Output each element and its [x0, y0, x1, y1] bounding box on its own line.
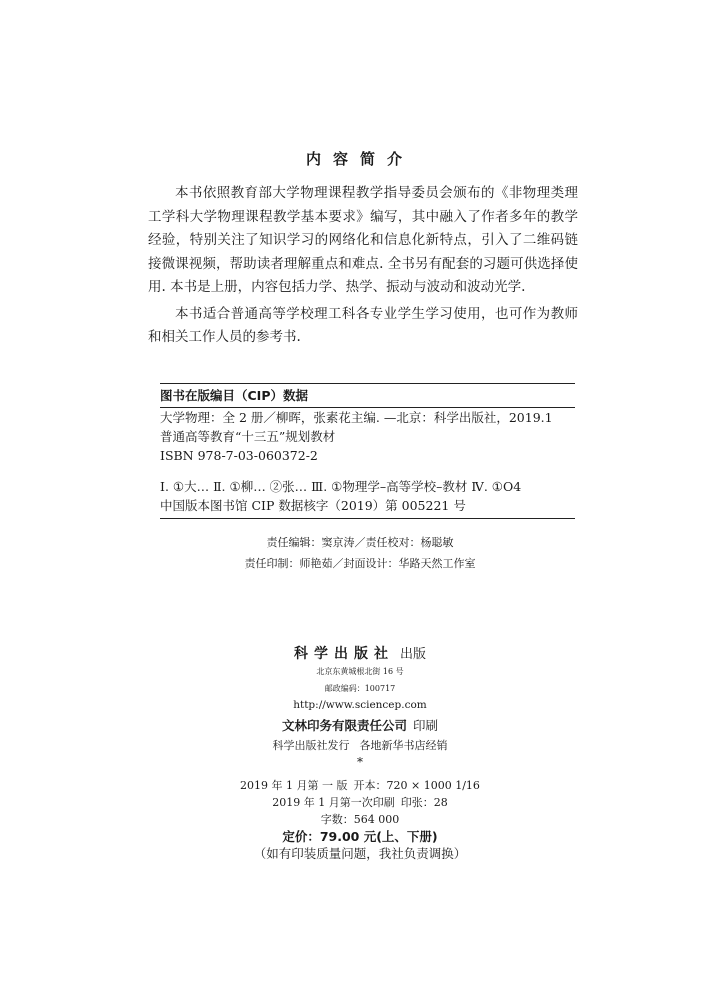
publisher-address: 北京东黄城根北街 16 号: [316, 667, 404, 676]
credits-row-2: 责任印制：师艳茹／封面设计：华路天然工作室: [244, 557, 476, 570]
edition-row: [0, 777, 720, 794]
cip-gap: [160, 465, 575, 477]
distribution-row: [0, 737, 720, 754]
retailer: 各地新华书店经销: [359, 739, 448, 752]
cip-heading: 图书在版编目（CIP）数据: [160, 388, 308, 403]
separator-star: *: [357, 755, 363, 769]
printing-info: 2019 年 1 月第一次印刷: [272, 796, 395, 809]
imprint-block: [0, 644, 720, 862]
cip-line-cip-number: 中国版本图书馆 CIP 数据核字（2019）第 005221 号: [160, 498, 466, 513]
distributor: 科学出版社发行: [272, 739, 350, 752]
credit-editor: 责任编辑：窦京涛: [266, 536, 355, 549]
cip-line-series: 普通高等教育“十三五”规划教材: [160, 429, 336, 444]
cip-line-title: 大学物理：全 2 册／柳晖，张素花主编. —北京：科学出版社，2019.1: [160, 410, 553, 425]
printer-row: [0, 714, 720, 737]
cip-block: [160, 383, 575, 519]
credits-block: [0, 532, 720, 574]
printer-suffix: 印刷: [413, 718, 439, 733]
cip-line-isbn: ISBN 978-7-03-060372-2: [160, 448, 318, 463]
edition: 2019 年 1 月第 一 版: [240, 779, 348, 792]
publisher-name: 科学出版社: [293, 646, 394, 662]
cip-line-classification: Ⅰ. ①大… Ⅱ. ①柳… ②张… Ⅲ. ①物理学–高等学校–教材 Ⅳ. ①O4: [160, 479, 522, 494]
printer-name: 文林印务有限责任公司: [281, 718, 407, 733]
credit-printing: 责任印制：师艳茹: [244, 557, 333, 570]
publisher-postcode: 邮政编码：100717: [324, 684, 396, 693]
price: 定价：79.00 元(上、下册): [282, 829, 438, 844]
intro-paragraph-1: 本书依照教育部大学物理课程教学指导委员会颁布的《非物理类理工学科大学物理课程教学基本要求》编写，其中融入了作者多年的教学经验，特别关注了知识学习的网络化和信息化新特点，引入了二维码链接微课视频，帮助读者理解重点和难点. 全书另有配套的习题可供选择使用. 本书是上册，内容包括力学、热学、振动与波动和波动光学.: [148, 185, 578, 295]
publisher-suffix: 出版: [399, 647, 426, 662]
credits-row-1: 责任编辑：窦京涛／责任校对：杨聪敏: [266, 536, 454, 549]
sheets: 印张：28: [400, 796, 448, 809]
intro-block: [148, 182, 578, 353]
credit-cover-design: 封面设计：华路天然工作室: [343, 557, 476, 570]
printing-row: [0, 794, 720, 811]
publisher-row: [0, 644, 720, 663]
quality-notice: （如有印装质量问题，我社负责调换）: [253, 846, 467, 861]
cip-bottom-rule: [160, 518, 575, 519]
publisher-url: http://www.sciencep.com: [293, 699, 427, 711]
credit-proofreader: 责任校对：杨聪敏: [365, 536, 454, 549]
word-count: 字数：564 000: [320, 813, 400, 826]
intro-paragraph-2: 本书适合普通高等学校理工科各专业学生学习使用，也可作为教师和相关工作人员的参考书.: [148, 305, 578, 345]
format: 开本：720 × 1000 1/16: [353, 779, 480, 792]
section-title: 内容简介: [305, 150, 414, 168]
